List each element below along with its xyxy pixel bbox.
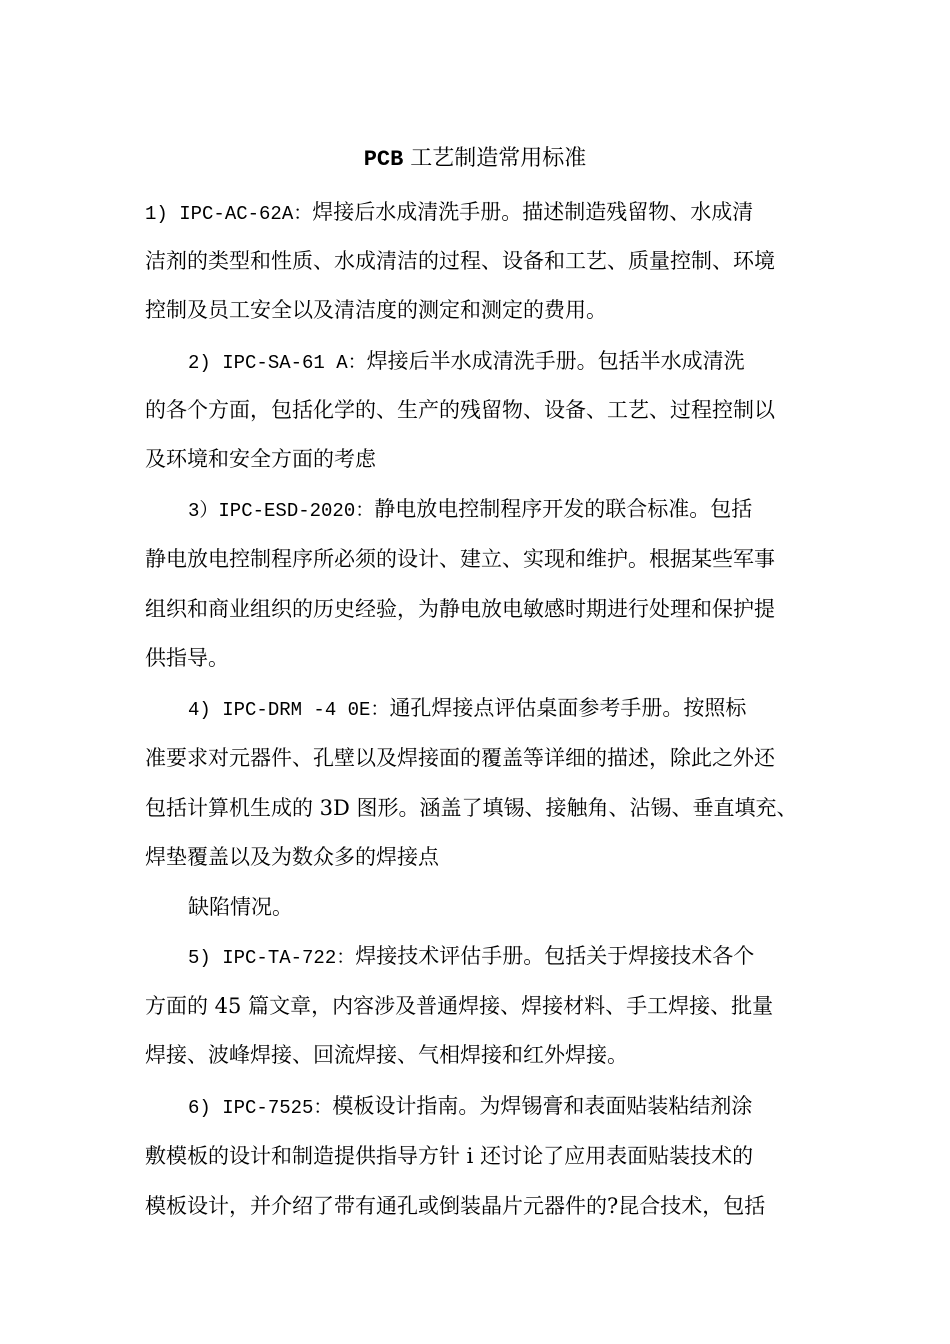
paragraph-4-line-1 bbox=[188, 693, 746, 725]
paragraph-3-line-2 bbox=[145, 544, 775, 574]
paragraph-1-line-1 bbox=[145, 197, 753, 229]
line-text: 洁剂的类型和性质、水成清洁的过程、设备和工艺、质量控制、环境 bbox=[145, 249, 775, 273]
line-text: 控制及员工安全以及清洁度的测定和测定的费用。 bbox=[145, 298, 607, 322]
paragraph-2-line-2 bbox=[145, 395, 775, 425]
line-text: 焊垫覆盖以及为数众多的焊接点 bbox=[145, 845, 439, 869]
line-text: 及环境和安全方面的考虑 bbox=[145, 447, 376, 471]
line-text: 敷模板的设计和制造提供指导方针 i 还讨论了应用表面贴装技术的 bbox=[145, 1144, 754, 1168]
line-text: 的各个方面，包括化学的、生产的残留物、设备、工艺、过程控制以 bbox=[145, 398, 775, 422]
page-title bbox=[0, 142, 950, 177]
line-text: 方面的 45 篇文章，内容涉及普通焊接、焊接材料、手工焊接、批量 bbox=[145, 994, 774, 1018]
line-text: 静电放电控制程序所必须的设计、建立、实现和维护。根据某些军事 bbox=[145, 547, 775, 571]
line-text: 焊接技术评估手册。包括关于焊接技术各个 bbox=[355, 944, 755, 968]
line-text: 模板设计，并介绍了带有通孔或倒装晶片元器件的?昆合技术，包括 bbox=[145, 1194, 766, 1218]
line-text: 包括计算机生成的 3D 图形。涵盖了填锡、接触角、沾锡、垂直填充、 bbox=[145, 796, 798, 820]
standard-code: 3）IPC-ESD-2020： bbox=[188, 500, 375, 522]
line-text: 准要求对元器件、孔壁以及焊接面的覆盖等详细的描述，除此之外还 bbox=[145, 746, 775, 770]
paragraph-3-line-1 bbox=[188, 494, 752, 526]
paragraph-7-line-3 bbox=[145, 1191, 765, 1221]
paragraph-6-line-3 bbox=[145, 1040, 628, 1070]
paragraph-1-line-3 bbox=[145, 295, 607, 325]
paragraph-3-line-3 bbox=[145, 594, 775, 624]
title-latin: PCB bbox=[363, 147, 404, 172]
line-text: 焊接后水成清洗手册。描述制造残留物、水成清 bbox=[312, 200, 754, 224]
paragraph-5-line-1 bbox=[188, 892, 293, 922]
line-text: 通孔焊接点评估桌面参考手册。按照标 bbox=[389, 696, 747, 720]
standard-code: 5) IPC-TA-722： bbox=[188, 947, 356, 969]
standard-code: 1) IPC-AC-62A： bbox=[145, 203, 313, 225]
standard-code: 6) IPC-7525： bbox=[188, 1097, 333, 1119]
paragraph-4-line-3 bbox=[145, 793, 798, 823]
line-text: 供指导。 bbox=[145, 646, 229, 670]
line-text: 模板设计指南。为焊锡膏和表面贴装粘结剂涂 bbox=[332, 1094, 753, 1118]
standard-code: 2) IPC-SA-61 A： bbox=[188, 352, 367, 374]
paragraph-3-line-4 bbox=[145, 643, 229, 673]
paragraph-6-line-2 bbox=[145, 991, 773, 1021]
paragraph-4-line-2 bbox=[145, 743, 775, 773]
line-text: 焊接后半水成清洗手册。包括半水成清洗 bbox=[366, 349, 745, 373]
line-text: 静电放电控制程序开发的联合标准。包括 bbox=[374, 497, 753, 521]
paragraph-1-line-2 bbox=[145, 246, 775, 276]
standard-code: 4) IPC-DRM -4 0E： bbox=[188, 699, 390, 721]
line-text: 焊接、波峰焊接、回流焊接、气相焊接和红外焊接。 bbox=[145, 1043, 628, 1067]
title-cjk: 工艺制造常用标准 bbox=[410, 146, 587, 171]
line-text: 缺陷情况。 bbox=[188, 895, 293, 919]
paragraph-7-line-2 bbox=[145, 1141, 753, 1171]
paragraph-7-line-1 bbox=[188, 1091, 752, 1123]
paragraph-6-line-1 bbox=[188, 941, 754, 973]
paragraph-4-line-4 bbox=[145, 842, 439, 872]
paragraph-2-line-3 bbox=[145, 444, 376, 474]
paragraph-2-line-1 bbox=[188, 346, 745, 378]
line-text: 组织和商业组织的历史经验，为静电放电敏感时期进行处理和保护提 bbox=[145, 597, 775, 621]
